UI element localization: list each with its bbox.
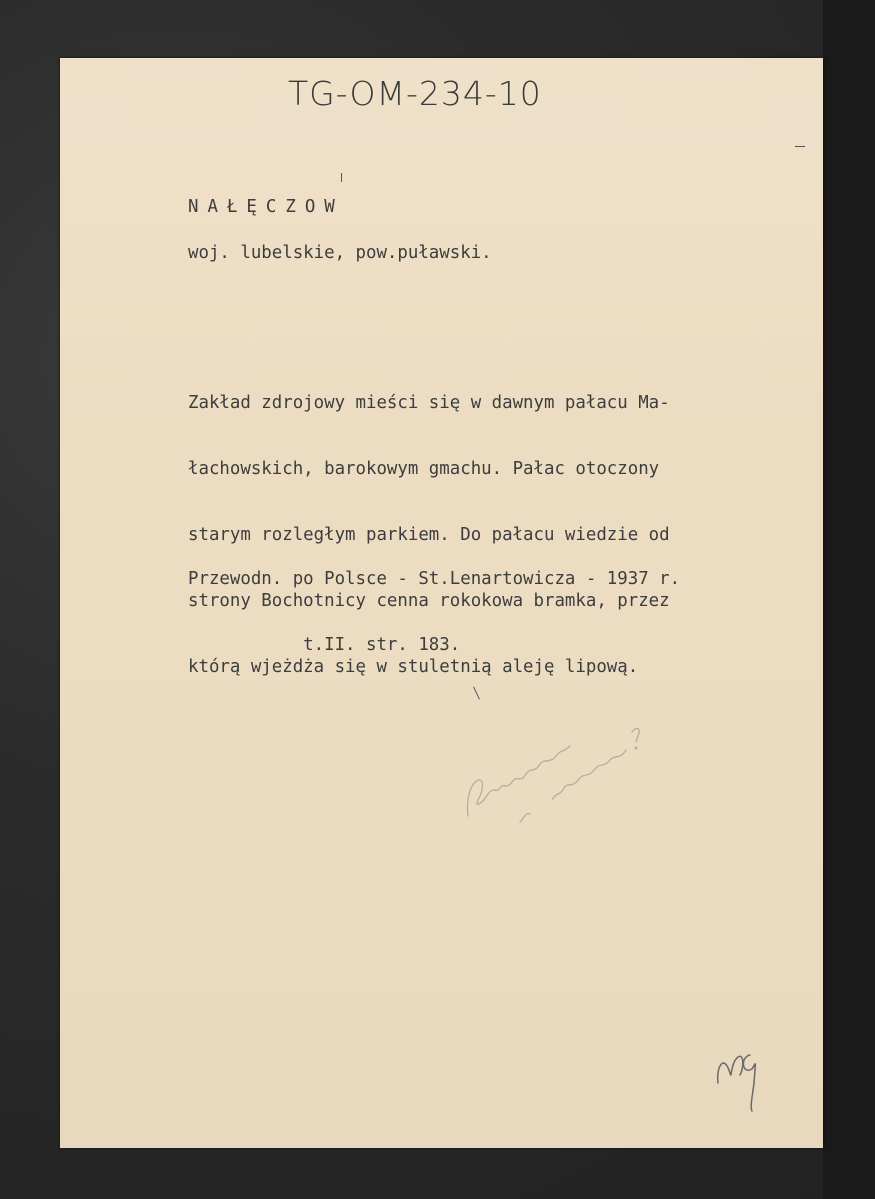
source-line: t.II. str. 183. [188, 635, 461, 655]
description-line: starym rozległym parkiem. Do pałacu wiedzie od [188, 525, 670, 545]
scanner-edge [823, 0, 875, 1199]
pencil-annotation [460, 708, 660, 838]
source-line: Przewodn. po Polsce - St.Lenartowicza - 1937 r. [188, 569, 681, 589]
reference-code: TG-OM-234-10 [288, 74, 542, 113]
description-line: Zakład zdrojowy mieści się w dawnym pałacu Ma- [188, 393, 670, 413]
description-line: łachowskich, barokowym gmachu. Pałac otoczony [188, 459, 660, 479]
source-citation [188, 524, 680, 700]
region-line: woj. lubelskie, pow.puławski. [188, 243, 492, 263]
place-title-text: NAŁĘCZOW [188, 197, 344, 217]
accent-mark [341, 173, 342, 182]
edge-mark [795, 146, 805, 147]
handwritten-initials [710, 1033, 770, 1113]
archive-card [60, 58, 823, 1148]
description-line: którą wjeżdża się w stuletnią aleję lipową. [188, 657, 639, 677]
description-line: strony Bochotnicy cenna rokokowa bramka, przez [188, 591, 670, 611]
place-title [188, 196, 344, 218]
